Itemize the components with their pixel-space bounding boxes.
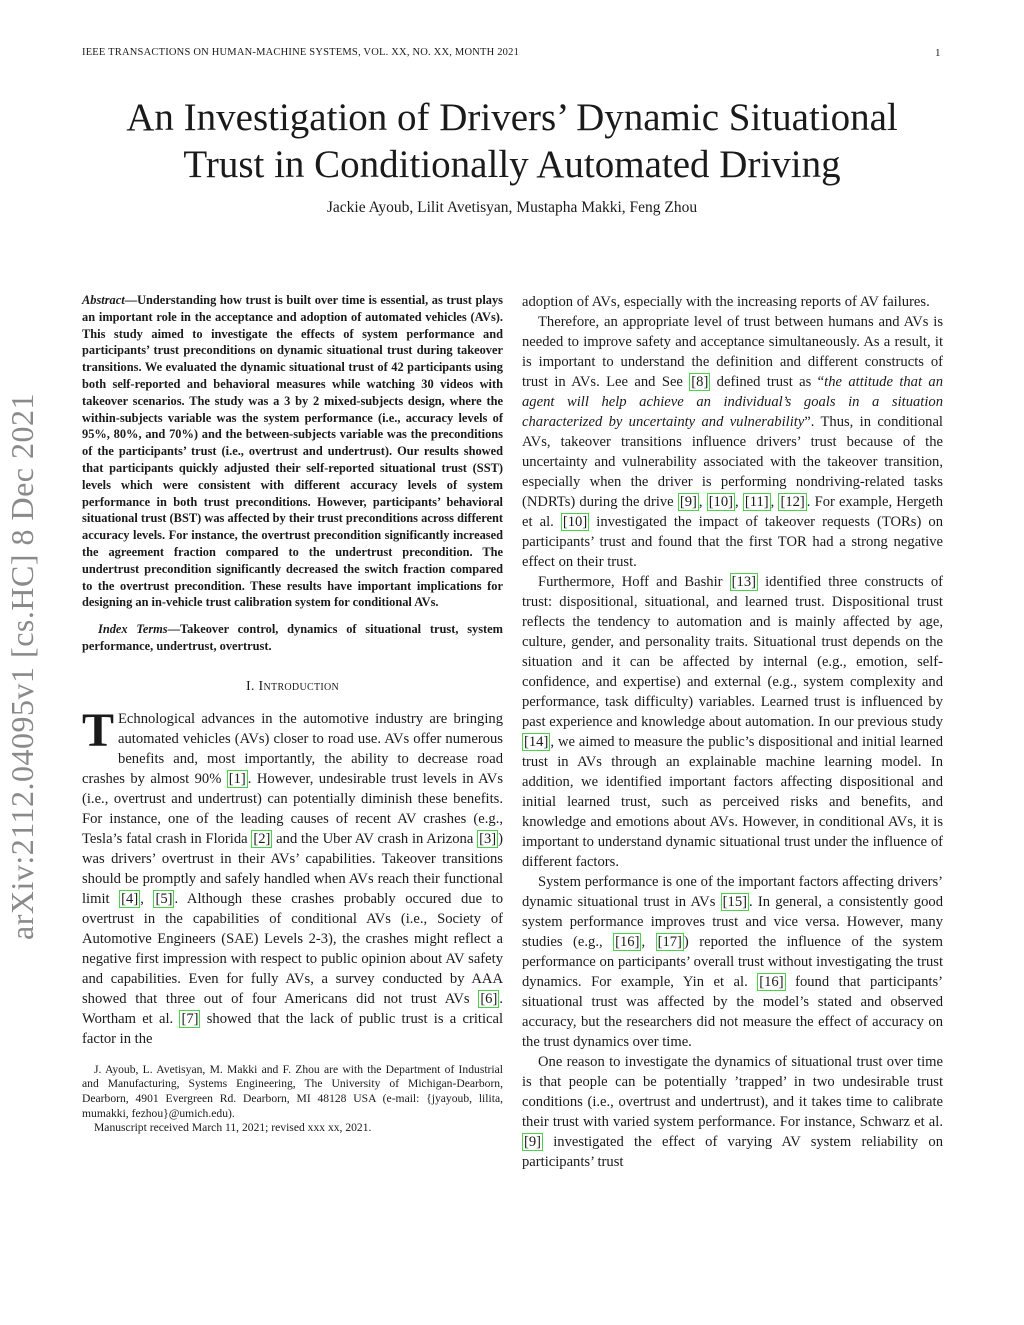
footnote-affiliation: J. Ayoub, L. Avetisyan, M. Makki and F. Zhou are with the Department of Industrial and Manufacturing, Systems Engineering, The University of Michigan-Dearborn, Dearborn, 4901 Evergreen Rd. Dearborn, MI 48128 USA (e-mail: {jyayoub, lilita, mumakki, fezhou}@umich.edu).	[82, 1062, 503, 1120]
text-run: ,	[140, 890, 154, 907]
title-line-2: Trust in Conditionally Automated Driving	[183, 143, 841, 186]
index-terms-label: Index Terms	[98, 622, 168, 637]
section-number: I.	[245, 678, 255, 694]
arxiv-stamp[interactable]: arXiv:2112.04095v1 [cs.HC] 8 Dec 2021	[4, 393, 40, 940]
citation-link[interactable]: [3]	[479, 830, 497, 847]
text-run: . However, undesirable trust levels in AVs (i.e., overtrust and undertrust) can potentially diminish these benefits. For instance, one of the leading causes of recent AV crashes (e.g., Tesla’s fatal crash in Florida	[82, 770, 503, 847]
right-paragraph-5	[522, 1052, 943, 1172]
text-run: investigated the impact of takeover requests (TORs) on participants’ trust and found that the first TOR had a strong negative effect on their trust.	[522, 514, 943, 570]
paper-title	[0, 94, 1024, 188]
right-paragraph-1: adoption of AVs, especially with the increasing reports of AV failures.	[522, 294, 930, 310]
page-number: 1	[935, 47, 941, 59]
citation-link[interactable]: [12]	[780, 494, 805, 510]
text-run: . For example, Hergeth et al.	[522, 494, 944, 530]
text-run: One reason to investigate the dynamics of situational trust over time is that people can be potentially ’trapped’ in two undesirable trust conditions (i.e., overtrust and undertrust), and it takes time to calibrate their trust with varied system performance. For instance, Schwarz et al.	[522, 1054, 943, 1130]
text-run: Furthermore, Hoff and Bashir	[538, 574, 730, 590]
section-title: Introduction	[258, 678, 340, 694]
citation-link[interactable]: [6]	[480, 990, 498, 1007]
text-run: Echnological advances in the automotive industry are bringing automated vehicles (AVs) closer to road use. AVs offer numerous benefits and, most importantly, the ability to decrease road crashes by almost 90%	[82, 710, 503, 787]
text-run: ,	[770, 494, 779, 510]
footnote-manuscript: Manuscript received March 11, 2021; revised xxx xx, 2021.	[94, 1121, 372, 1135]
index-terms-text: —Takeover control, dynamics of situational trust, system performance, undertrust, overtrust.	[82, 622, 503, 653]
text-run: found that participants’ situational trust was affected by the model’s stated and observed accuracy, but the researchers did not measure the effect of accuracy on the trust dynamics over time.	[522, 974, 943, 1050]
text-run: showed that the lack of public trust is a critical factor in the	[82, 1010, 504, 1047]
text-run: . Wortham et al.	[82, 990, 503, 1027]
text-run: identified three constructs of trust: dispositional, situational, and learned trust. Dispositional trust reflects the tendency to automation and is mainly affected by age, culture, gender, and personality traits. Situational trust depends on the situation and it can be affected by internal (e.g., emotion, self-confidence, and expertise) and external (e.g., system complexity and performance, task difficulty) variables. Learned trust is influenced by past experience and knowledge about automation. In our previous study	[522, 574, 943, 730]
citation-link[interactable]: [9]	[524, 1134, 542, 1150]
text-run: , we aimed to measure the public’s dispositional and initial learned trust in AVs through an explainable machine learning model. In addition, we identified important factors affecting dispositional and initial learned trust, such as perceived risks and benefits, and knowledge and emotions about AVs. However, in conditional AVs, it is important to understand dynamic situational trust under the influence of different factors.	[522, 734, 943, 870]
citation-link[interactable]: [16]	[615, 934, 640, 950]
text-run: ) reported the influence of the system performance on participants’ overall trust without investigating the trust dynamics. For example, Yin et al.	[522, 934, 944, 990]
citation-link[interactable]: [2]	[253, 830, 271, 847]
citation-link[interactable]: [10]	[708, 494, 734, 510]
text-run: ,	[698, 494, 707, 510]
index-terms	[82, 621, 503, 655]
text-run: ,	[641, 934, 656, 950]
right-paragraph-3	[522, 572, 943, 872]
title-line-1: An Investigation of Drivers’ Dynamic Situational	[126, 96, 898, 139]
text-run: . In general, a consistently good system performance improves trust and vice versa. However, many studies (e.g.,	[522, 894, 943, 950]
citation-link[interactable]: [10]	[562, 514, 588, 530]
text-run: System performance is one of the important factors affecting drivers’ dynamic situational trust in AVs	[522, 874, 943, 910]
text-run: ”. Thus, in conditional AVs, takeover transitions influence drivers’ trust because of the uncertainty and vulnerability associated with the takeover transition, especially when the driver is performing nondriving-related tasks (NDRTs) during the drive	[522, 414, 943, 510]
text-run: ) was drivers’ overtrust in their AVs’ capabilities. Takeover transitions should be promptly and safely handled when AVs reach their functional limit	[82, 830, 503, 907]
citation-link[interactable]: [14]	[524, 734, 549, 750]
citation-link[interactable]: [15]	[722, 894, 747, 910]
citation-link[interactable]: [16]	[759, 974, 784, 990]
text-run: defined trust as “	[710, 374, 825, 390]
citation-link[interactable]: [5]	[155, 890, 173, 907]
text-run: Therefore, an appropriate level of trust between humans and AVs is needed to improve safety and acceptance simultaneously. As a result, it is important to understand the definition and different constructs of trust in AVs. Lee and See	[522, 314, 943, 390]
citation-link[interactable]: [1]	[228, 770, 246, 787]
right-paragraph-4	[522, 872, 943, 1052]
abstract-text: —Understanding how trust is built over time is essential, as trust plays an important role in the acceptance and adoption of automated vehicles (AVs). This study aimed to investigate the effects of system performance and participants’ trust preconditions on dynamic situational trust during takeover transitions. We evaluated the dynamic situational trust of 42 participants using both self-reported and behavioral measures while watching 30 videos with takeover scenarios. The study was a 3 by 2 mixed-subjects design, where the within-subjects variable was the system performance (i.e., accuracy levels of 95%, 80%, and 70%) and the between-subjects variable was the preconditions of the participants’ trust (i.e., overtrust and undertrust). Our results showed that participants quickly adjusted their self-reported situational trust (SST) levels which were consistent with different accuracy levels of system performance in both trust preconditions. However, participants’ behavioral situational trust (BST) was affected by their trust preconditions across different accuracy levels. For instance, the overtrust precondition significantly increased the agreement fraction compared to the undertrust precondition. The undertrust precondition significantly decreased the switch fraction compared to the overtrust precondition. These results have important implications for designing an in-vehicle trust calibration system for conditional AVs.	[82, 293, 503, 610]
dropcap: T	[82, 703, 115, 757]
text-run: ,	[735, 494, 743, 510]
trust-definition-quote: the attitude that an agent will help achieve an individual’s goals in a situation characterized by uncertainty and vulnerability	[522, 374, 943, 430]
intro-paragraph-1	[82, 703, 504, 1049]
left-column	[82, 292, 503, 1136]
abstract	[82, 292, 503, 611]
right-paragraph-2	[522, 312, 943, 572]
text-run: . Although these crashes probably occured due to overtrust in the capabilities of conditional AVs (i.e., Society of Automotive Engineers (SAE) Levels 2-3), the crashes might reflect a negative first impression with respect to public opinion about AV safety and capabilities. Even for fully AVs, a survey conducted by AAA showed that three out of four Americans did not trust AVs	[82, 890, 504, 1007]
citation-link[interactable]: [8]	[691, 374, 709, 390]
citation-link[interactable]: [13]	[731, 574, 756, 590]
citation-link[interactable]: [4]	[121, 890, 139, 907]
abstract-label: Abstract	[82, 293, 125, 307]
text-run: and the Uber AV crash in Arizona	[272, 830, 478, 847]
citation-link[interactable]: [9]	[679, 494, 697, 510]
running-header: IEEE TRANSACTIONS ON HUMAN-MACHINE SYSTEMS, VOL. XX, NO. XX, MONTH 2021	[82, 47, 520, 58]
authors: Jackie Ayoub, Lilit Avetisyan, Mustapha Makki, Feng Zhou	[326, 199, 698, 216]
citation-link[interactable]: [17]	[657, 934, 682, 950]
right-column	[522, 292, 943, 1172]
citation-link[interactable]: [7]	[181, 1010, 199, 1027]
citation-link[interactable]: [11]	[744, 494, 769, 510]
text-run: investigated the effect of varying AV system reliability on participants’ trust	[522, 1134, 943, 1170]
section-heading	[82, 677, 503, 697]
